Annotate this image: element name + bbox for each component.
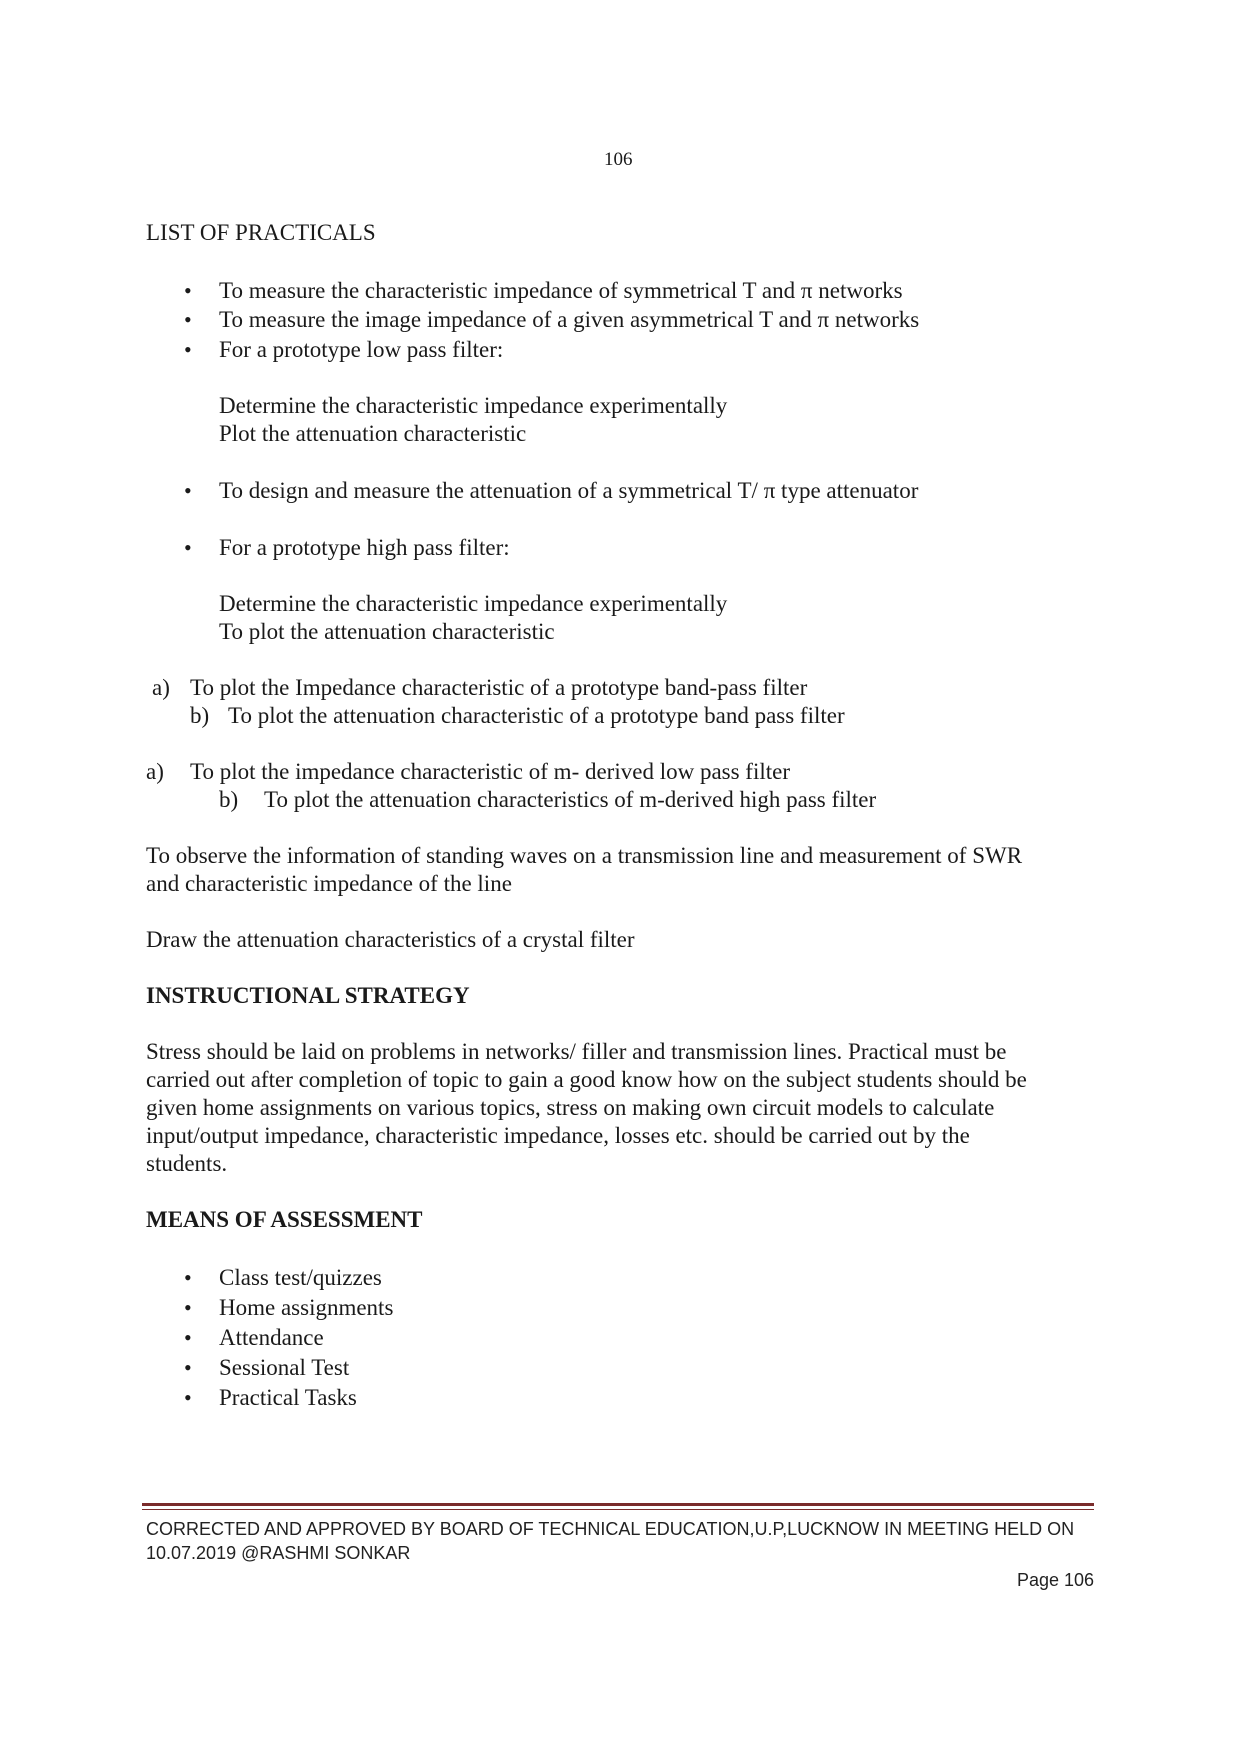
list-item: • Practical Tasks xyxy=(219,1384,357,1412)
list-item: • To measure the characteristic impedance of symmetrical T and π networks xyxy=(219,277,903,305)
item-text: To plot the attenuation characteristics of m-derived high pass filter xyxy=(264,787,877,812)
list-item: • For a prototype low pass filter: xyxy=(219,336,503,364)
paragraph-line: Draw the attenuation characteristics of a crystal filter xyxy=(146,927,635,952)
paragraph-line: given home assignments on various topics, stress on making own circuit models to calculate xyxy=(146,1095,995,1120)
item-text: To plot the attenuation characteristic of a prototype band pass filter xyxy=(228,703,845,728)
sub-line: Plot the attenuation characteristic xyxy=(219,421,527,446)
paragraph-line: Stress should be laid on problems in networks/ filler and transmission lines. Practical must be xyxy=(146,1039,1007,1064)
paragraph-line: and characteristic impedance of the line xyxy=(146,871,512,896)
item-marker: a) xyxy=(146,759,164,784)
item-text: To plot the Impedance characteristic of a prototype band-pass filter xyxy=(190,675,808,700)
page-number-top: 106 xyxy=(604,149,633,170)
list-item: • Sessional Test xyxy=(219,1354,349,1382)
assessment-heading: MEANS OF ASSESSMENT xyxy=(146,1207,423,1232)
item-marker: b) xyxy=(219,787,239,812)
item-text: To plot the impedance characteristic of m- derived low pass filter xyxy=(190,759,790,784)
paragraph-line: students. xyxy=(146,1151,228,1176)
sub-line: Determine the characteristic impedance experimentally xyxy=(219,591,728,616)
footer-rule xyxy=(142,1503,1094,1506)
list-item: • Class test/quizzes xyxy=(219,1264,382,1292)
list-item: • Attendance xyxy=(219,1324,324,1352)
item-marker: a) xyxy=(152,675,170,700)
sub-line: Determine the characteristic impedance experimentally xyxy=(219,393,728,418)
sub-line: To plot the attenuation characteristic xyxy=(219,619,555,644)
list-item: • To measure the image impedance of a given asymmetrical T and π networks xyxy=(219,306,919,334)
footer-author: 10.07.2019 @RASHMI SONKAR xyxy=(146,1543,411,1563)
paragraph-line: carried out after completion of topic to gain a good know how on the subject students should be xyxy=(146,1067,1027,1092)
list-item: • To design and measure the attenuation of a symmetrical T/ π type attenuator xyxy=(219,477,918,505)
list-item: • For a prototype high pass filter: xyxy=(219,534,510,562)
footer-rule-thin xyxy=(142,1509,1094,1510)
paragraph-line: To observe the information of standing waves on a transmission line and measurement of SWR xyxy=(146,843,1023,868)
footer-page-number: Page 106 xyxy=(1017,1570,1095,1590)
strategy-heading: INSTRUCTIONAL STRATEGY xyxy=(146,983,470,1008)
footer-approval: CORRECTED AND APPROVED BY BOARD OF TECHNICAL EDUCATION,U.P,LUCKNOW IN MEETING HELD ON xyxy=(146,1519,1075,1539)
list-item: • Home assignments xyxy=(219,1294,393,1322)
item-marker: b) xyxy=(190,703,210,728)
practicals-heading: LIST OF PRACTICALS xyxy=(146,220,376,245)
paragraph-line: input/output impedance, characteristic impedance, losses etc. should be carried out by the xyxy=(146,1123,970,1148)
